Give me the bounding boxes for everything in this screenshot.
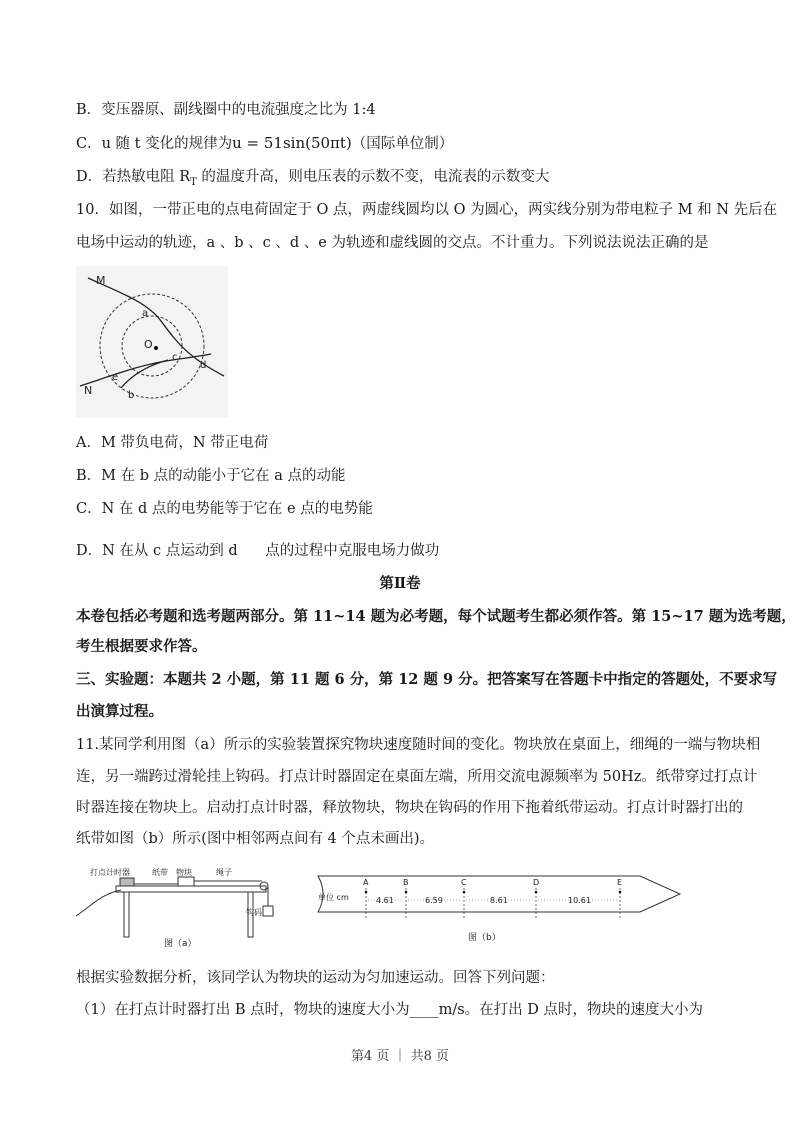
q10-option-d: D．N 在从 c 点运动到 d 点的过程中克服电场力做功 bbox=[76, 543, 440, 559]
tape-point-label-c: C bbox=[461, 878, 467, 887]
weight-object bbox=[263, 906, 273, 916]
label-n: N bbox=[84, 384, 93, 397]
section-intro-line2: 考生根据要求作答。 bbox=[76, 638, 207, 655]
label-d: d bbox=[200, 360, 207, 371]
page-footer: 第4 页 ｜ 共8 页 bbox=[350, 1049, 450, 1064]
q10-line2: 电场中运动的轨迹，a 、b 、c 、d 、e 为轨迹和虚线圆的交点。不计重力。下列说法说法正确的是 bbox=[76, 235, 709, 251]
q10-option-b: B．M 在 b 点的动能小于它在 a 点的动能 bbox=[76, 468, 346, 484]
label-a: a bbox=[142, 308, 149, 319]
q10-figure bbox=[76, 266, 228, 418]
tape-outline bbox=[318, 876, 680, 912]
label-block: 物块 bbox=[176, 868, 192, 877]
tape-dot-d bbox=[535, 891, 538, 894]
option-c-suffix: （国际单位制） bbox=[351, 136, 454, 152]
tape-dot-e bbox=[619, 891, 622, 894]
tape-point-label-b: B bbox=[403, 878, 409, 887]
option-c-text: C．u 随 t 变化的规律为 bbox=[76, 136, 233, 152]
option-b-line: B．变压器原、副线圈中的电流强度之比为 1:4 bbox=[76, 102, 376, 118]
tape-point-label-d: D bbox=[533, 878, 540, 887]
label-weight: 钩码 bbox=[246, 908, 262, 917]
timer-device bbox=[120, 878, 134, 886]
option-d-subscript: T bbox=[190, 176, 197, 188]
label-e: e bbox=[112, 372, 119, 383]
experiment-heading-line2: 出演算过程。 bbox=[76, 703, 163, 720]
q11-line3: 时器连接在物块上。启动打点计时器，释放物块，物块在钩码的作用下拖着纸带运动。打点计时器打出的 bbox=[76, 800, 743, 816]
experiment-heading-line1: 三、实验题：本题共 2 小题，第 11 题 6 分，第 12 题 9 分。把答案写在答题卡中指定的答题处，不要求写 bbox=[76, 671, 778, 688]
point-o bbox=[154, 346, 158, 350]
option-d-line bbox=[76, 167, 549, 193]
tape-distance-3: 8.61 bbox=[490, 896, 508, 905]
caption-b: 图（b） bbox=[468, 933, 501, 943]
unit-label: 单位 cm bbox=[318, 893, 349, 902]
tape-dot-b bbox=[405, 891, 408, 894]
q11-line6: （1）在打点计时器打出 B 点时，物块的速度大小为____m/s。在打出 D 点时，物块的速度大小为 bbox=[76, 1002, 704, 1018]
tape-point-label-a: A bbox=[363, 878, 369, 887]
q11-line1: 11.某同学利用图（a）所示的实验装置探究物块速度随时间的变化。物块放在桌面上，细绳的一端与物块相 bbox=[76, 737, 761, 753]
label-o: O bbox=[144, 338, 153, 351]
option-d-text: D．若热敏电阻 R bbox=[76, 169, 191, 185]
block-object bbox=[178, 877, 194, 886]
tape-point-label-e: E bbox=[617, 878, 623, 887]
q11-line2: 连，另一端跨过滑轮挂上钩码。打点计时器固定在桌面左端，所用交流电源频率为 50Hz。纸带穿过打点计 bbox=[76, 769, 758, 785]
caption-a: 图（a） bbox=[164, 939, 197, 949]
q11-line5: 根据实验数据分析，该同学认为物块的运动为匀加速运动。回答下列问题： bbox=[76, 970, 555, 986]
q11-line4: 纸带如图（b）所示(图中相邻两点间有 4 个点未画出)。 bbox=[76, 831, 435, 847]
option-d-suffix: 的温度升高，则电压表的示数不变，电流表的示数变大 bbox=[196, 169, 550, 185]
tape-distance-2: 6.59 bbox=[425, 896, 443, 905]
figure-b-tape bbox=[310, 870, 690, 956]
q10-option-c: C．N 在 d 点的电势能等于它在 e 点的电势能 bbox=[76, 501, 373, 517]
section-title: 第Ⅱ卷 bbox=[379, 575, 421, 592]
label-tape: 纸带 bbox=[152, 868, 168, 877]
label-timer: 打点计时器 bbox=[90, 868, 130, 877]
option-c-formula: u = 51sin(50πt) bbox=[232, 134, 352, 152]
table-top bbox=[116, 886, 266, 892]
label-c: c bbox=[172, 352, 178, 363]
figure-a-apparatus bbox=[76, 866, 286, 956]
section-intro-line1: 本卷包括必考题和选考题两部分。第 11~14 题为必考题，每个试题考生都必须作答。第 15~17 题为选考题， bbox=[76, 608, 796, 625]
label-b: b bbox=[128, 390, 135, 401]
option-c-line bbox=[76, 133, 453, 154]
tape-curve bbox=[76, 890, 121, 916]
table-leg-left bbox=[124, 892, 129, 937]
tape-distances bbox=[368, 896, 618, 905]
label-m: M bbox=[96, 274, 106, 287]
tape-distance-4: 10.61 bbox=[568, 896, 591, 905]
tape-dot-c bbox=[463, 891, 466, 894]
label-rope: 绳子 bbox=[216, 868, 232, 877]
tape-distance-1: 4.61 bbox=[376, 896, 394, 905]
q10-line1: 10．如图，一带正电的点电荷固定于 O 点，两虚线圆均以 O 为圆心，两实线分别为带电粒子 M 和 N 先后在 bbox=[76, 202, 778, 218]
q10-option-a: A．M 带负电荷，N 带正电荷 bbox=[76, 435, 269, 451]
tape-dot-a bbox=[365, 891, 368, 894]
